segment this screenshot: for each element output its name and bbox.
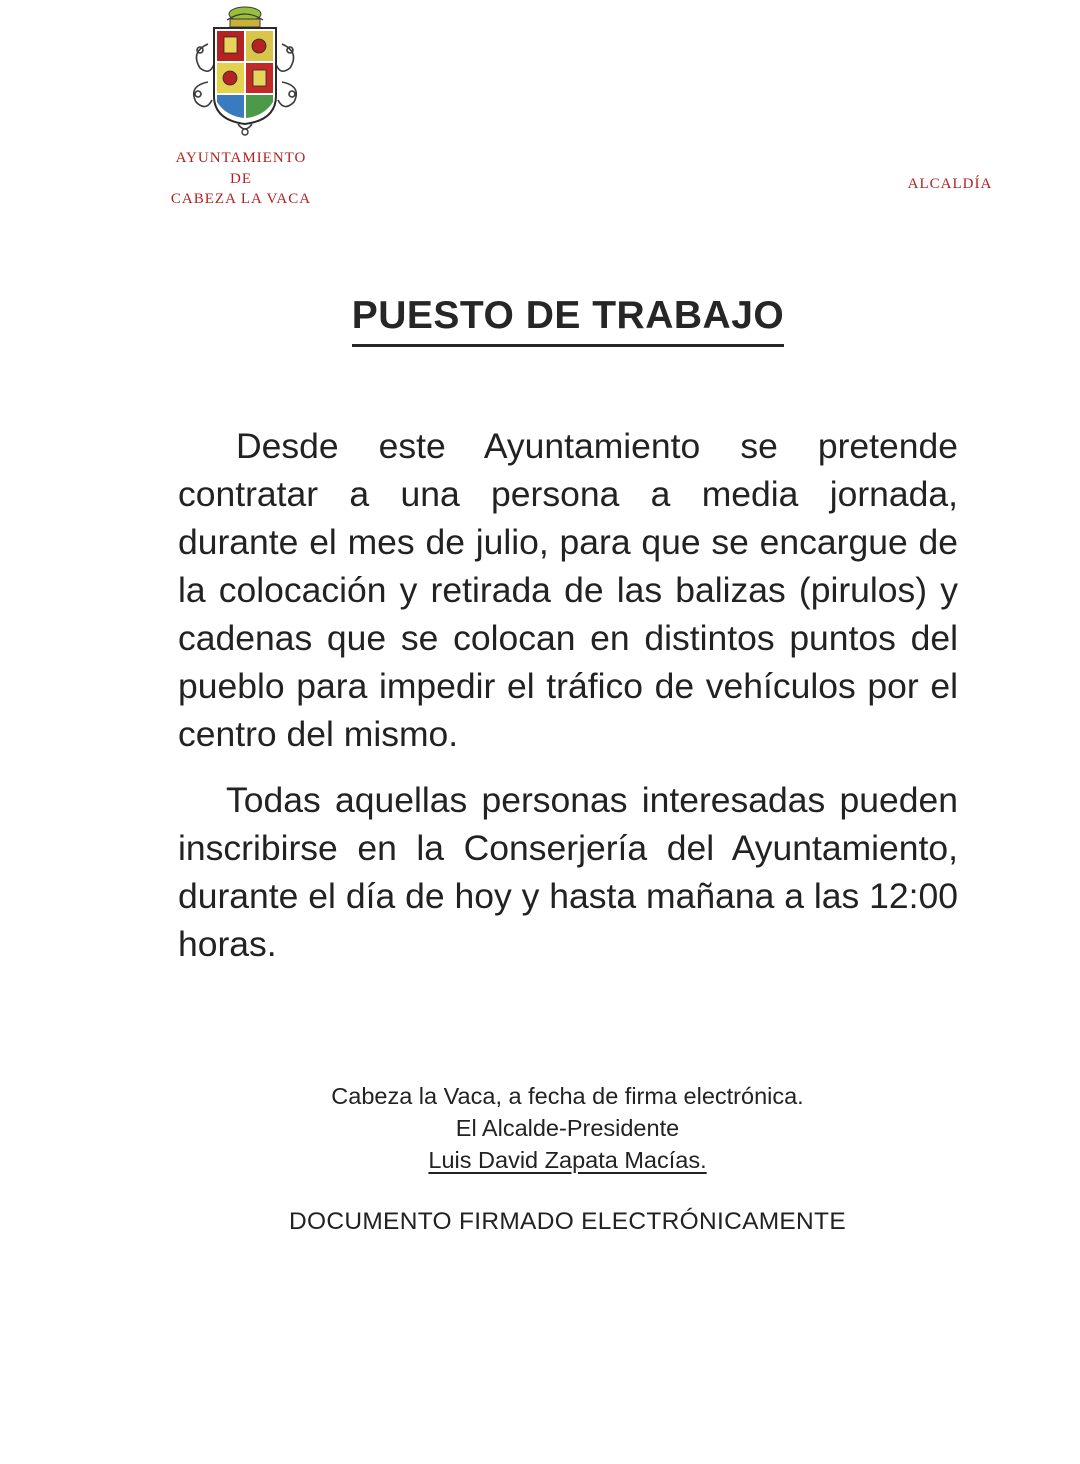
crown-ornament [227, 7, 263, 27]
paragraph-job-description: Desde este Ayuntamiento se pretende contratar a una persona a media jornada, durante el mes de julio, para que se encargue de la colocación y retirada de las balizas (pirulos) y cadenas que se colocan en distintos puntos del pueblo para impedir el tráfico de vehículos por el centro del mismo. [178, 426, 958, 754]
paragraph-registration: Todas aquellas personas interesadas pueden inscribirse en la Conserjería del Ayuntamiento, durante el día de hoy y hasta mañana a las 12:00 horas. [178, 780, 958, 964]
signature-block [200, 1080, 935, 1176]
title-container [0, 294, 1080, 347]
document-title: PUESTO DE TRABAJO [352, 294, 785, 347]
municipal-coat-of-arms-icon [178, 4, 312, 138]
document-body [178, 422, 958, 968]
signer-name: Luis David Zapata Macías. [428, 1147, 707, 1173]
office-label: ALCALDÍA [907, 176, 993, 192]
org-line-3: CABEZA LA VACA [170, 191, 312, 207]
municipality-name [150, 148, 332, 210]
signer-role: El Alcalde-Presidente [455, 1115, 680, 1141]
electronic-signature-note: DOCUMENTO FIRMADO ELECTRÓNICAMENTE [289, 1208, 846, 1235]
place-date: Cabeza la Vaca, a fecha de firma electrónica. [331, 1083, 804, 1109]
org-line-1: AYUNTAMIENTO [175, 150, 307, 166]
org-line-2: DE [230, 170, 252, 187]
